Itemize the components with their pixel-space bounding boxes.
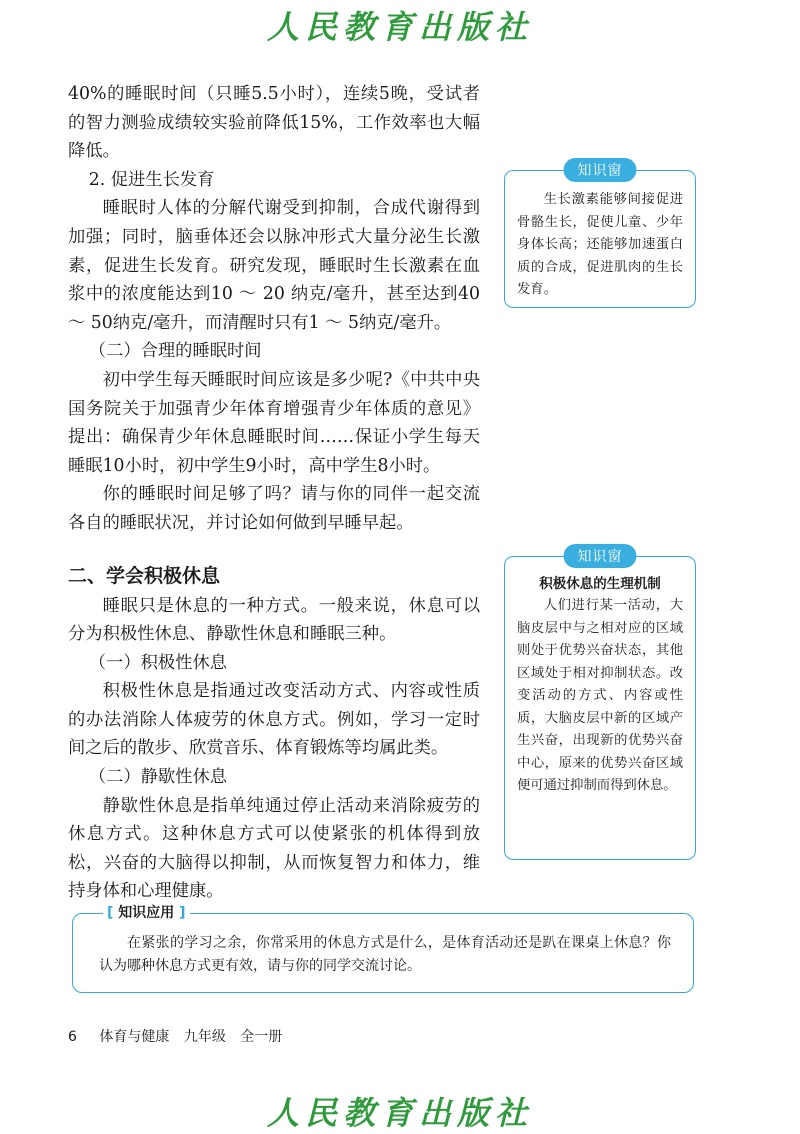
- knowledge-application-tag: [103, 902, 190, 922]
- knowledge-window-tag: 知识窗: [564, 158, 637, 182]
- book-volume: 全一册: [240, 1029, 283, 1045]
- bracket-left: [: [107, 905, 114, 921]
- spacer: [68, 538, 480, 560]
- book-subject: 体育与健康: [99, 1029, 170, 1045]
- paragraph-intro: 40%的睡眠时间（只睡5.5小时），连续5晚，受试者的智力测验成绩较实验前降低15%，工作效率也大幅降低。: [68, 84, 480, 162]
- publisher-logo-top: 人民教育出版社: [266, 8, 533, 46]
- bracket-right: ]: [179, 905, 186, 921]
- heading-active-rest: （一）积极性休息: [88, 652, 228, 673]
- knowledge-application-box: [72, 905, 694, 993]
- knowledge-window-text: 生长激素能够间接促进骨骼生长，促使儿童、少年身体长高；还能够加速蛋白质的合成，促进肌肉的生长发育。: [517, 192, 683, 297]
- paragraph-discussion: 你的睡眠时间足够了吗？请与你的同伴一起交流各自的睡眠状况，并讨论如何做到早睡早起。: [68, 484, 480, 533]
- paragraph-growth: 睡眠时人体的分解代谢受到抑制，合成代谢得到加强；同时，脑垂体还会以脉冲形式大量分泌生长激素，促进生长发育。研究发现，睡眠时生长激素在血浆中的浓度能达到10 ～ 20 纳克/毫升，甚至达到40 ～ 50纳克/毫升，而清醒时只有1 ～ 5纳克/毫升。: [68, 198, 480, 333]
- heading-static-rest: （二）静歇性休息: [88, 767, 228, 788]
- heading-promote-growth: 2. 促进生长发育: [88, 169, 215, 190]
- knowledge-window-growth: [504, 163, 696, 308]
- page-footer: [68, 1026, 282, 1046]
- page-number: 6: [68, 1029, 77, 1045]
- knowledge-window-active-rest: [504, 549, 696, 860]
- paragraph-static-rest: 静歇性休息是指单纯通过停止活动来消除疲劳的休息方式。这种休息方式可以使紧张的机体得到放松，兴奋的大脑得以抑制，从而恢复智力和体力，维持身体和心理健康。: [68, 795, 480, 902]
- section-heading-active-rest: 二、学会积极休息: [68, 564, 221, 587]
- paragraph-active-rest: 积极性休息是指通过改变活动方式、内容或性质的办法消除人体疲劳的休息方式。例如，学习一定时间之后的散步、欣赏音乐、体育锻炼等均属此类。: [68, 681, 480, 759]
- knowledge-window-title: 积极休息的生理机制: [539, 576, 661, 592]
- knowledge-application-label: 知识应用: [118, 905, 175, 921]
- heading-sleep-time: （二）合理的睡眠时间: [88, 341, 262, 362]
- paragraph-rest-types: 睡眠只是休息的一种方式。一般来说，休息可以分为积极性休息、静歇性休息和睡眠三种。: [68, 595, 480, 645]
- knowledge-window-tag: 知识窗: [564, 544, 637, 568]
- publisher-logo-bottom: 人民教育出版社: [266, 1094, 533, 1132]
- knowledge-window-text: 人们进行某一活动，大脑皮层中与之相对应的区域则处于优势兴奋状态，其他区域处于相对抑制状态。改变活动的方式、内容或性质，大脑皮层中新的区域产生兴奋，出现新的优势兴奋中心，原来的优势兴奋区域便可通过抑制而得到休息。: [517, 598, 683, 793]
- book-grade: 九年级: [183, 1029, 226, 1045]
- knowledge-application-text: 在紧张的学习之余，你常采用的休息方式是什么，是体育活动还是趴在课桌上休息？你认为哪种休息方式更有效，请与你的同学交流讨论。: [99, 935, 671, 974]
- paragraph-sleep-time: 初中学生每天睡眠时间应该是多少呢?《中共中央国务院关于加强青少年体育增强青少年体质的意见》提出：确保青少年休息睡眠时间……保证小学生每天睡眠10小时，初中学生9小时，高中学生8小时。: [68, 369, 480, 476]
- main-text-column: [68, 80, 480, 906]
